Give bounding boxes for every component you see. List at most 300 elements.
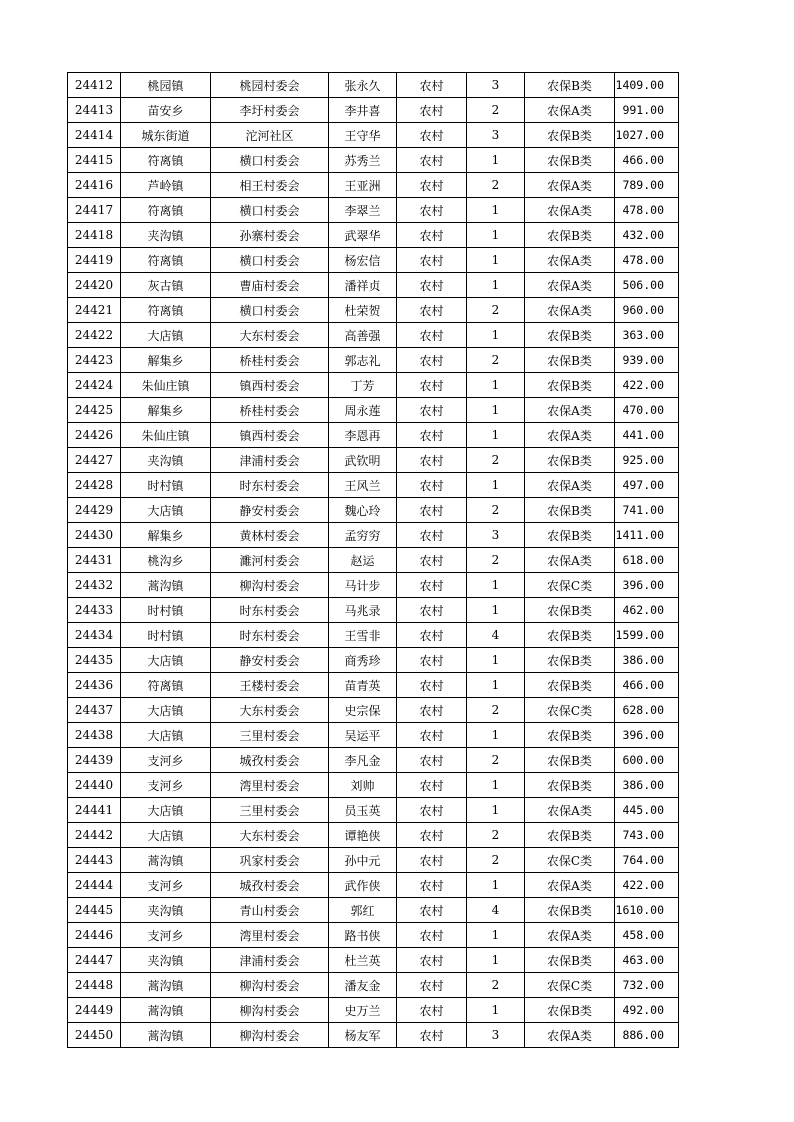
table-row	[68, 523, 679, 548]
cell-count: 1	[467, 423, 525, 448]
cell-name: 张永久	[329, 73, 397, 98]
cell-type: 农村	[397, 798, 467, 823]
cell-amount: 422.00	[615, 873, 679, 898]
cell-village: 时东村委会	[211, 473, 329, 498]
cell-count: 1	[467, 798, 525, 823]
cell-type: 农村	[397, 573, 467, 598]
cell-category: 农保B类	[525, 648, 615, 673]
cell-category: 农保A类	[525, 423, 615, 448]
cell-category: 农保C类	[525, 973, 615, 998]
cell-village: 大东村委会	[211, 823, 329, 848]
cell-name: 刘帅	[329, 773, 397, 798]
cell-name: 马计步	[329, 573, 397, 598]
cell-type: 农村	[397, 148, 467, 173]
table-row	[68, 898, 679, 923]
cell-name: 王守华	[329, 123, 397, 148]
cell-count: 2	[467, 823, 525, 848]
cell-category: 农保A类	[525, 1023, 615, 1048]
cell-type: 农村	[397, 823, 467, 848]
cell-type: 农村	[397, 398, 467, 423]
table-row	[68, 73, 679, 98]
cell-id: 24425	[68, 398, 121, 423]
cell-category: 农保A类	[525, 923, 615, 948]
table-row	[68, 873, 679, 898]
data-table	[67, 72, 679, 1048]
cell-count: 1	[467, 873, 525, 898]
cell-village: 李圩村委会	[211, 98, 329, 123]
cell-amount: 458.00	[615, 923, 679, 948]
cell-name: 路书侠	[329, 923, 397, 948]
cell-id: 24444	[68, 873, 121, 898]
cell-amount: 741.00	[615, 498, 679, 523]
cell-count: 2	[467, 973, 525, 998]
table-row	[68, 848, 679, 873]
cell-name: 苗青英	[329, 673, 397, 698]
cell-id: 24417	[68, 198, 121, 223]
cell-town: 解集乡	[121, 348, 211, 373]
cell-category: 农保A类	[525, 548, 615, 573]
cell-category: 农保B类	[525, 748, 615, 773]
table-row	[68, 973, 679, 998]
table-row	[68, 573, 679, 598]
cell-town: 城东街道	[121, 123, 211, 148]
cell-type: 农村	[397, 348, 467, 373]
cell-name: 赵运	[329, 548, 397, 573]
cell-type: 农村	[397, 898, 467, 923]
cell-town: 符离镇	[121, 148, 211, 173]
table-row	[68, 473, 679, 498]
cell-count: 1	[467, 473, 525, 498]
cell-type: 农村	[397, 523, 467, 548]
cell-village: 城孜村委会	[211, 873, 329, 898]
table-row	[68, 998, 679, 1023]
table-row	[68, 948, 679, 973]
cell-town: 符离镇	[121, 198, 211, 223]
table-row	[68, 273, 679, 298]
cell-id: 24449	[68, 998, 121, 1023]
cell-count: 2	[467, 698, 525, 723]
cell-town: 灰古镇	[121, 273, 211, 298]
cell-count: 1	[467, 373, 525, 398]
table-row	[68, 673, 679, 698]
cell-name: 武作侠	[329, 873, 397, 898]
cell-category: 农保A类	[525, 198, 615, 223]
cell-count: 3	[467, 73, 525, 98]
cell-id: 24447	[68, 948, 121, 973]
cell-amount: 396.00	[615, 723, 679, 748]
cell-town: 蒿沟镇	[121, 573, 211, 598]
cell-category: 农保B类	[525, 723, 615, 748]
cell-type: 农村	[397, 948, 467, 973]
cell-category: 农保A类	[525, 798, 615, 823]
cell-amount: 497.00	[615, 473, 679, 498]
cell-village: 湾里村委会	[211, 773, 329, 798]
cell-id: 24413	[68, 98, 121, 123]
cell-type: 农村	[397, 548, 467, 573]
cell-village: 巩家村委会	[211, 848, 329, 873]
cell-name: 谭艳侠	[329, 823, 397, 848]
cell-town: 桃园镇	[121, 73, 211, 98]
cell-category: 农保B类	[525, 898, 615, 923]
cell-type: 农村	[397, 923, 467, 948]
cell-amount: 492.00	[615, 998, 679, 1023]
cell-village: 柳沟村委会	[211, 573, 329, 598]
cell-town: 符离镇	[121, 673, 211, 698]
cell-id: 24421	[68, 298, 121, 323]
cell-town: 大店镇	[121, 798, 211, 823]
cell-town: 符离镇	[121, 298, 211, 323]
cell-id: 24450	[68, 1023, 121, 1048]
cell-name: 丁芳	[329, 373, 397, 398]
cell-village: 三里村委会	[211, 798, 329, 823]
cell-name: 武翠华	[329, 223, 397, 248]
table-row	[68, 223, 679, 248]
cell-name: 杨友军	[329, 1023, 397, 1048]
cell-town: 大店镇	[121, 698, 211, 723]
cell-type: 农村	[397, 248, 467, 273]
cell-town: 桃沟乡	[121, 548, 211, 573]
table-row	[68, 298, 679, 323]
cell-id: 24439	[68, 748, 121, 773]
cell-amount: 789.00	[615, 173, 679, 198]
cell-category: 农保B类	[525, 948, 615, 973]
cell-village: 青山村委会	[211, 898, 329, 923]
cell-id: 24432	[68, 573, 121, 598]
cell-amount: 600.00	[615, 748, 679, 773]
cell-village: 横口村委会	[211, 198, 329, 223]
cell-village: 三里村委会	[211, 723, 329, 748]
table-row	[68, 148, 679, 173]
cell-name: 魏心玲	[329, 498, 397, 523]
cell-category: 农保A类	[525, 873, 615, 898]
cell-amount: 470.00	[615, 398, 679, 423]
cell-name: 孙中元	[329, 848, 397, 873]
cell-town: 支河乡	[121, 873, 211, 898]
cell-id: 24412	[68, 73, 121, 98]
cell-category: 农保C类	[525, 698, 615, 723]
cell-type: 农村	[397, 848, 467, 873]
cell-count: 1	[467, 673, 525, 698]
table-row	[68, 423, 679, 448]
cell-village: 横口村委会	[211, 148, 329, 173]
cell-name: 潘友金	[329, 973, 397, 998]
cell-count: 2	[467, 348, 525, 373]
cell-name: 高善强	[329, 323, 397, 348]
cell-category: 农保A类	[525, 98, 615, 123]
cell-town: 大店镇	[121, 648, 211, 673]
cell-village: 镇西村委会	[211, 373, 329, 398]
cell-count: 2	[467, 173, 525, 198]
cell-town: 大店镇	[121, 323, 211, 348]
cell-amount: 939.00	[615, 348, 679, 373]
cell-amount: 386.00	[615, 648, 679, 673]
cell-name: 李翠兰	[329, 198, 397, 223]
table-row	[68, 348, 679, 373]
cell-amount: 445.00	[615, 798, 679, 823]
cell-village: 津浦村委会	[211, 948, 329, 973]
cell-village: 湾里村委会	[211, 923, 329, 948]
cell-id: 24434	[68, 623, 121, 648]
cell-count: 1	[467, 323, 525, 348]
cell-village: 柳沟村委会	[211, 973, 329, 998]
cell-type: 农村	[397, 648, 467, 673]
cell-category: 农保B类	[525, 448, 615, 473]
cell-amount: 466.00	[615, 673, 679, 698]
cell-category: 农保B类	[525, 998, 615, 1023]
table-row	[68, 173, 679, 198]
cell-type: 农村	[397, 723, 467, 748]
cell-category: 农保B类	[525, 223, 615, 248]
cell-id: 24431	[68, 548, 121, 573]
cell-category: 农保B类	[525, 623, 615, 648]
cell-type: 农村	[397, 673, 467, 698]
cell-category: 农保B类	[525, 673, 615, 698]
cell-type: 农村	[397, 98, 467, 123]
table-row	[68, 123, 679, 148]
cell-category: 农保A类	[525, 273, 615, 298]
cell-village: 静安村委会	[211, 648, 329, 673]
cell-name: 杜兰英	[329, 948, 397, 973]
cell-count: 2	[467, 848, 525, 873]
cell-type: 农村	[397, 498, 467, 523]
cell-id: 24438	[68, 723, 121, 748]
cell-amount: 506.00	[615, 273, 679, 298]
cell-type: 农村	[397, 298, 467, 323]
cell-type: 农村	[397, 1023, 467, 1048]
cell-type: 农村	[397, 623, 467, 648]
cell-amount: 618.00	[615, 548, 679, 573]
cell-id: 24437	[68, 698, 121, 723]
cell-village: 黄林村委会	[211, 523, 329, 548]
cell-type: 农村	[397, 973, 467, 998]
cell-count: 4	[467, 623, 525, 648]
cell-type: 农村	[397, 323, 467, 348]
cell-amount: 925.00	[615, 448, 679, 473]
cell-id: 24430	[68, 523, 121, 548]
table-row	[68, 198, 679, 223]
cell-id: 24429	[68, 498, 121, 523]
table-row	[68, 373, 679, 398]
cell-name: 马兆录	[329, 598, 397, 623]
cell-id: 24446	[68, 923, 121, 948]
cell-id: 24427	[68, 448, 121, 473]
cell-category: 农保C类	[525, 848, 615, 873]
cell-town: 蒿沟镇	[121, 848, 211, 873]
cell-category: 农保B类	[525, 148, 615, 173]
cell-village: 桥桂村委会	[211, 398, 329, 423]
cell-type: 农村	[397, 748, 467, 773]
cell-category: 农保B类	[525, 323, 615, 348]
cell-type: 农村	[397, 173, 467, 198]
cell-count: 2	[467, 98, 525, 123]
cell-count: 3	[467, 1023, 525, 1048]
cell-village: 曹庙村委会	[211, 273, 329, 298]
cell-town: 解集乡	[121, 398, 211, 423]
cell-id: 24418	[68, 223, 121, 248]
table-row	[68, 798, 679, 823]
cell-village: 相王村委会	[211, 173, 329, 198]
cell-name: 周永莲	[329, 398, 397, 423]
cell-town: 苗安乡	[121, 98, 211, 123]
cell-id: 24420	[68, 273, 121, 298]
cell-name: 员玉英	[329, 798, 397, 823]
cell-village: 濉河村委会	[211, 548, 329, 573]
cell-count: 1	[467, 773, 525, 798]
cell-village: 桥桂村委会	[211, 348, 329, 373]
cell-village: 桃园村委会	[211, 73, 329, 98]
cell-village: 王楼村委会	[211, 673, 329, 698]
cell-count: 2	[467, 498, 525, 523]
cell-category: 农保B类	[525, 373, 615, 398]
cell-town: 大店镇	[121, 823, 211, 848]
table-row	[68, 98, 679, 123]
cell-village: 静安村委会	[211, 498, 329, 523]
cell-type: 农村	[397, 198, 467, 223]
table-row	[68, 598, 679, 623]
cell-town: 支河乡	[121, 923, 211, 948]
cell-village: 横口村委会	[211, 298, 329, 323]
cell-count: 2	[467, 298, 525, 323]
cell-count: 2	[467, 548, 525, 573]
cell-amount: 396.00	[615, 573, 679, 598]
table-body	[68, 73, 679, 1048]
cell-amount: 628.00	[615, 698, 679, 723]
cell-town: 大店镇	[121, 723, 211, 748]
cell-count: 1	[467, 948, 525, 973]
cell-type: 农村	[397, 873, 467, 898]
cell-town: 大店镇	[121, 498, 211, 523]
cell-type: 农村	[397, 73, 467, 98]
cell-count: 1	[467, 223, 525, 248]
cell-category: 农保A类	[525, 248, 615, 273]
cell-town: 时村镇	[121, 623, 211, 648]
cell-category: 农保B类	[525, 498, 615, 523]
cell-village: 大东村委会	[211, 698, 329, 723]
cell-name: 商秀珍	[329, 648, 397, 673]
table-row	[68, 698, 679, 723]
cell-id: 24424	[68, 373, 121, 398]
cell-category: 农保B类	[525, 523, 615, 548]
table-row	[68, 773, 679, 798]
cell-name: 史宗保	[329, 698, 397, 723]
cell-count: 1	[467, 598, 525, 623]
cell-count: 1	[467, 648, 525, 673]
cell-amount: 960.00	[615, 298, 679, 323]
cell-amount: 386.00	[615, 773, 679, 798]
cell-name: 孟穷穷	[329, 523, 397, 548]
cell-id: 24426	[68, 423, 121, 448]
cell-name: 郭志礼	[329, 348, 397, 373]
cell-name: 杜荣贺	[329, 298, 397, 323]
cell-category: 农保A类	[525, 298, 615, 323]
table-row	[68, 398, 679, 423]
cell-amount: 432.00	[615, 223, 679, 248]
cell-name: 王雪非	[329, 623, 397, 648]
cell-id: 24441	[68, 798, 121, 823]
cell-town: 蒿沟镇	[121, 1023, 211, 1048]
cell-amount: 1610.00	[615, 898, 679, 923]
cell-id: 24433	[68, 598, 121, 623]
cell-amount: 732.00	[615, 973, 679, 998]
cell-count: 1	[467, 148, 525, 173]
cell-type: 农村	[397, 698, 467, 723]
cell-id: 24419	[68, 248, 121, 273]
cell-village: 大东村委会	[211, 323, 329, 348]
cell-name: 李井喜	[329, 98, 397, 123]
table-row	[68, 823, 679, 848]
cell-category: 农保B类	[525, 823, 615, 848]
cell-count: 3	[467, 123, 525, 148]
cell-id: 24436	[68, 673, 121, 698]
cell-type: 农村	[397, 773, 467, 798]
cell-type: 农村	[397, 423, 467, 448]
table-row	[68, 723, 679, 748]
table-row	[68, 923, 679, 948]
cell-village: 镇西村委会	[211, 423, 329, 448]
cell-village: 横口村委会	[211, 248, 329, 273]
cell-town: 夹沟镇	[121, 898, 211, 923]
cell-town: 符离镇	[121, 248, 211, 273]
cell-amount: 1411.00	[615, 523, 679, 548]
cell-count: 1	[467, 998, 525, 1023]
cell-id: 24443	[68, 848, 121, 873]
table-row	[68, 623, 679, 648]
cell-type: 农村	[397, 448, 467, 473]
cell-village: 城孜村委会	[211, 748, 329, 773]
cell-name: 郭红	[329, 898, 397, 923]
cell-id: 24435	[68, 648, 121, 673]
cell-name: 史万兰	[329, 998, 397, 1023]
cell-amount: 422.00	[615, 373, 679, 398]
cell-id: 24442	[68, 823, 121, 848]
cell-category: 农保B类	[525, 73, 615, 98]
cell-category: 农保B类	[525, 123, 615, 148]
table-row	[68, 1023, 679, 1048]
cell-amount: 363.00	[615, 323, 679, 348]
cell-type: 农村	[397, 473, 467, 498]
cell-town: 芦岭镇	[121, 173, 211, 198]
cell-village: 柳沟村委会	[211, 998, 329, 1023]
cell-type: 农村	[397, 373, 467, 398]
cell-town: 时村镇	[121, 598, 211, 623]
cell-count: 1	[467, 723, 525, 748]
cell-town: 夹沟镇	[121, 948, 211, 973]
table-row	[68, 248, 679, 273]
cell-name: 杨宏信	[329, 248, 397, 273]
cell-id: 24428	[68, 473, 121, 498]
cell-amount: 764.00	[615, 848, 679, 873]
cell-type: 农村	[397, 273, 467, 298]
cell-village: 沱河社区	[211, 123, 329, 148]
cell-amount: 991.00	[615, 98, 679, 123]
cell-id: 24448	[68, 973, 121, 998]
cell-amount: 1027.00	[615, 123, 679, 148]
cell-type: 农村	[397, 223, 467, 248]
cell-amount: 478.00	[615, 198, 679, 223]
table-row	[68, 748, 679, 773]
cell-village: 津浦村委会	[211, 448, 329, 473]
cell-town: 时村镇	[121, 473, 211, 498]
cell-count: 1	[467, 923, 525, 948]
table-row	[68, 498, 679, 523]
cell-name: 武钦明	[329, 448, 397, 473]
cell-category: 农保B类	[525, 598, 615, 623]
cell-village: 时东村委会	[211, 598, 329, 623]
cell-id: 24415	[68, 148, 121, 173]
cell-town: 蒿沟镇	[121, 973, 211, 998]
cell-town: 夹沟镇	[121, 448, 211, 473]
cell-village: 柳沟村委会	[211, 1023, 329, 1048]
